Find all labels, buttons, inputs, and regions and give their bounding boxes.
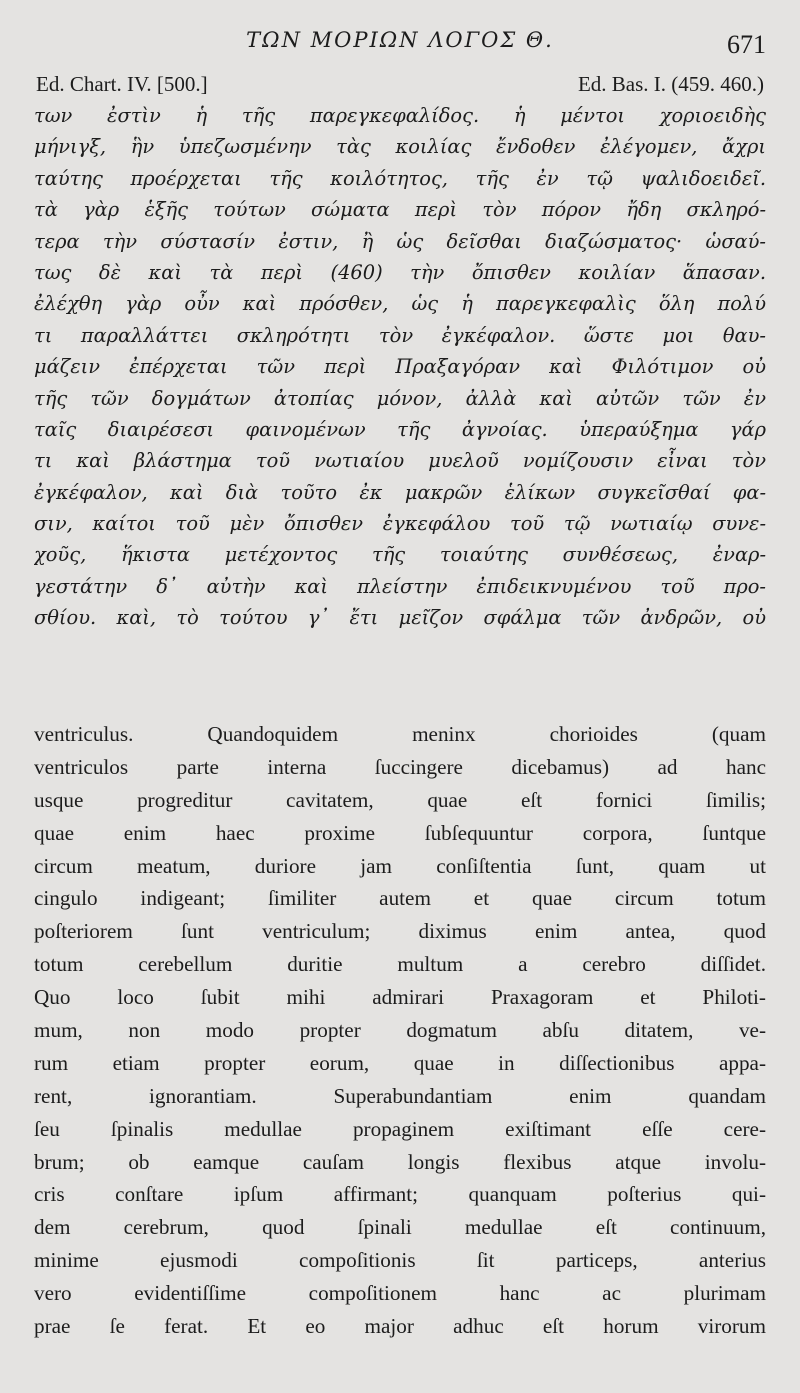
greek-text-line: σθίου. καὶ, τὸ τούτου γ᾽ ἔτι μεῖζον σφάλμα τῶν ἀνδρῶν, οὐ: [34, 606, 766, 630]
latin-text-line: Quo loco ſubit mihi admirari Praxagoram et Philoti-: [34, 985, 766, 1010]
greek-text-line: σιν, καίτοι τοῦ μὲν ὄπισθεν ἐγκεφάλου τοῦ τῷ νωτιαίῳ συνε-: [34, 512, 766, 536]
greek-text-line: τὰ γὰρ ἑξῆς τούτων σώματα περὶ τὸν πόρον ἤδη σκληρό-: [34, 198, 766, 222]
latin-text-line: circum meatum, duriore jam conſiſtentia ſunt, quam ut: [34, 853, 766, 878]
greek-text-line: τῆς τῶν δογμάτων ἀτοπίας μόνον, ἀλλὰ καὶ αὐτῶν τῶν ἐν: [34, 386, 766, 410]
latin-text-line: rum etiam propter eorum, quae in diſſectionibus appa-: [34, 1050, 766, 1075]
page-number: 671: [727, 30, 766, 59]
greek-text-line: τερα τὴν σύστασίν ἐστιν, ἢ ὡς δεῖσθαι διαζώσματος· ὡσαύ-: [34, 229, 766, 253]
latin-text-line: ventriculus. Quandoquidem meninx chorioides (quam: [34, 722, 766, 746]
edition-references: [36, 72, 764, 97]
greek-text-line: μήνιγξ, ἣν ὑπεζωσμένην τὰς κοιλίας ἔνδοθεν ἐλέγομεν, ἄχρι: [34, 135, 766, 159]
latin-text-line: cris conſtare ipſum affirmant; quanquam poſterius qui-: [34, 1182, 766, 1207]
greek-text-line: τι καὶ βλάστημα τοῦ νωτιαίου μυελοῦ νομίζουσιν εἶναι τὸν: [34, 449, 766, 473]
greek-text-line: τι παραλλάττει σκληρότητι τὸν ἐγκέφαλον. ὥστε μοι θαυ-: [34, 323, 766, 347]
greek-text-line: γεστάτην δ᾽ αὐτὴν καὶ πλείστην ἐπιδεικνυμένου τοῦ προ-: [34, 574, 766, 598]
latin-text-line: mum, non modo propter dogmatum abſu ditatem, ve-: [34, 1018, 766, 1043]
latin-text-line: vero evidentiſſime compoſitionem hanc ac plurimam: [34, 1281, 766, 1306]
latin-text-block: [34, 718, 766, 1343]
latin-text-line: prae ſe ferat. Et eo major adhuc eſt horum virorum: [34, 1314, 766, 1339]
edition-left: Ed. Chart. IV. [500.]: [36, 72, 208, 96]
latin-text-line: ventriculos parte interna ſuccingere dicebamus) ad hanc: [34, 754, 766, 779]
greek-text-line: τως δὲ καὶ τὰ περὶ (460) τὴν ὄπισθεν κοιλίαν ἅπασαν.: [34, 260, 766, 284]
greek-text-line: ταῖς διαιρέσεσι φαινομένων τῆς ἀγνοίας. ὑπεραύξημα γάρ: [34, 417, 766, 441]
greek-text-line: ἐλέχθη γὰρ οὖν καὶ πρόσθεν, ὡς ἡ παρεγκεφαλὶς ὅλη πολύ: [34, 292, 766, 316]
greek-text-block: [34, 100, 766, 634]
latin-text-line: poſteriorem ſunt ventriculum; diximus enim antea, quod: [34, 919, 766, 944]
greek-text-line: ἐγκέφαλον, καὶ διὰ τοῦτο ἐκ μακρῶν ἑλίκων συγκεῖσθαί φα-: [34, 480, 766, 504]
latin-text-line: totum cerebellum duritie multum a cerebro diſſidet.: [34, 952, 766, 977]
latin-text-line: ſeu ſpinalis medullae propaginem exiſtimant eſſe cere-: [34, 1116, 766, 1141]
latin-text-line: rent, ignorantiam. Superabundantiam enim quandam: [34, 1083, 766, 1108]
edition-right: Ed. Bas. I. (459. 460.): [577, 72, 764, 96]
running-head: ΤΩΝ ΜΟΡΙΩΝ ΛΟΓΟΣ Θ.: [246, 28, 554, 52]
latin-text-line: minime ejusmodi compoſitionis ſit particeps, anterius: [34, 1248, 766, 1273]
greek-text-line: ταύτης προέρχεται τῆς κοιλότητος, τῆς ἐν τῷ ψαλιδοειδεῖ.: [34, 166, 766, 190]
greek-text-line: χοῦς, ἥκιστα μετέχοντος τῆς τοιαύτης συνθέσεως, ἐναρ-: [34, 543, 766, 567]
latin-text-line: quae enim haec proxime ſubſequuntur corpora, ſuntque: [34, 820, 766, 845]
greek-text-line: μάζειν ἐπέρχεται τῶν περὶ Πραξαγόραν καὶ Φιλότιμον οὐ: [34, 355, 766, 379]
greek-text-line: των ἐστὶν ἡ τῆς παρεγκεφαλίδος. ἡ μέντοι χοριοειδὴς: [34, 104, 766, 127]
latin-text-line: cingulo indigeant; ſimiliter autem et quae circum totum: [34, 886, 766, 911]
latin-text-line: dem cerebrum, quod ſpinali medullae eſt continuum,: [34, 1215, 766, 1240]
latin-text-line: brum; ob eamque cauſam longis flexibus atque involu-: [34, 1149, 766, 1174]
latin-text-line: usque progreditur cavitatem, quae eſt fornici ſimilis;: [34, 787, 766, 812]
